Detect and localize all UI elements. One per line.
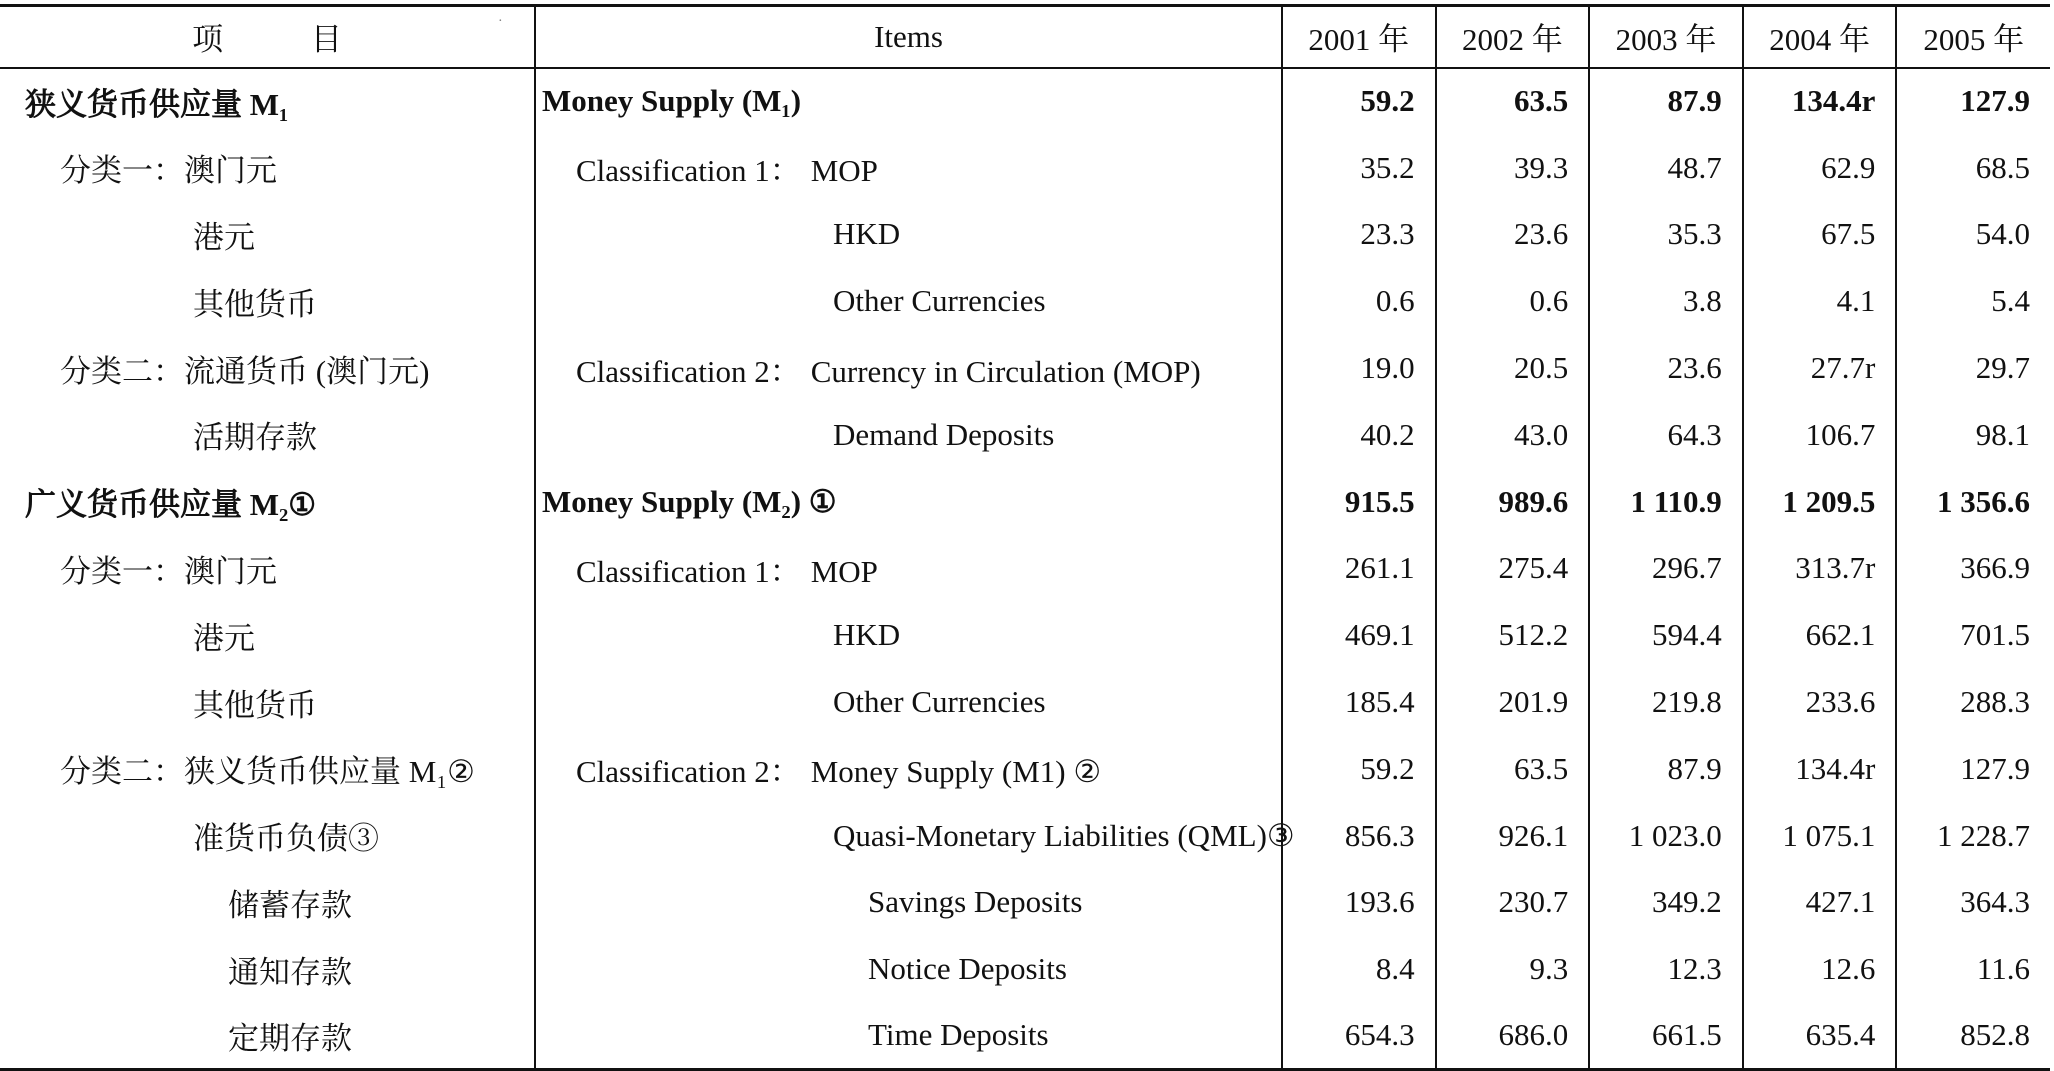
table-row bbox=[0, 602, 2050, 669]
value-cell: 0.6 bbox=[1436, 268, 1590, 335]
value-cell: 43.0 bbox=[1436, 401, 1590, 468]
row-label-cn: 狭义货币供应量 M₁ bbox=[25, 86, 289, 122]
row-label-cn: 准货币负债③ bbox=[193, 821, 379, 857]
table-row bbox=[0, 68, 2050, 135]
value-cell: 230.7 bbox=[1436, 869, 1590, 936]
header-item-en: Items bbox=[535, 6, 1282, 68]
row-label-cn: 港元 bbox=[193, 219, 255, 255]
value-cell: 54.0 bbox=[1896, 201, 2050, 268]
value-cell: 1 110.9 bbox=[1589, 468, 1743, 535]
value-cell: 23.3 bbox=[1282, 201, 1436, 268]
value-cell: 48.7 bbox=[1589, 134, 1743, 201]
row-label-cn: 分类一：澳门元 bbox=[60, 153, 277, 189]
value-cell: 661.5 bbox=[1589, 1003, 1743, 1070]
row-label-cn: 储蓄存款 bbox=[228, 887, 352, 923]
value-cell: 261.1 bbox=[1282, 535, 1436, 602]
row-label-en-text: Time Deposits bbox=[868, 1017, 1049, 1053]
value-cell: 134.4r bbox=[1743, 735, 1897, 802]
value-cell: 296.7 bbox=[1589, 535, 1743, 602]
table-row bbox=[0, 802, 2050, 869]
value-cell: 349.2 bbox=[1589, 869, 1743, 936]
row-label-en bbox=[535, 1003, 1282, 1070]
value-cell: 106.7 bbox=[1743, 401, 1897, 468]
row-label-en bbox=[535, 602, 1282, 669]
row-label-en-text: Money Supply (M1) ② bbox=[810, 754, 1102, 790]
row-label-cn: 分类二：流通货币 (澳门元) bbox=[60, 353, 430, 389]
header-year: 2005 年 bbox=[1896, 6, 2050, 68]
value-cell: 594.4 bbox=[1589, 602, 1743, 669]
value-cell: 62.9 bbox=[1743, 134, 1897, 201]
value-cell: 20.5 bbox=[1436, 335, 1590, 402]
value-cell: 39.3 bbox=[1436, 134, 1590, 201]
table-row bbox=[0, 468, 2050, 535]
row-label-en bbox=[535, 335, 1282, 402]
value-cell: 512.2 bbox=[1436, 602, 1590, 669]
value-cell: 87.9 bbox=[1589, 68, 1743, 135]
row-label-en bbox=[535, 535, 1282, 602]
value-cell: 63.5 bbox=[1436, 68, 1590, 135]
table-row bbox=[0, 669, 2050, 736]
value-cell: 635.4 bbox=[1743, 1003, 1897, 1070]
classification-prefix: Classification 1： bbox=[576, 153, 801, 189]
value-cell: 185.4 bbox=[1282, 669, 1436, 736]
value-cell: 87.9 bbox=[1589, 735, 1743, 802]
value-cell: 193.6 bbox=[1282, 869, 1436, 936]
row-label-cn: 港元 bbox=[193, 620, 255, 656]
value-cell: 67.5 bbox=[1743, 201, 1897, 268]
table-row bbox=[0, 134, 2050, 201]
value-cell: 40.2 bbox=[1282, 401, 1436, 468]
row-label-en-text: Quasi-Monetary Liabilities (QML)③ bbox=[833, 817, 1295, 853]
value-cell: 701.5 bbox=[1896, 602, 2050, 669]
money-supply-table bbox=[0, 4, 2050, 1071]
value-cell: 201.9 bbox=[1436, 669, 1590, 736]
value-cell: 1 075.1 bbox=[1743, 802, 1897, 869]
row-label-cn: 定期存款 bbox=[0, 1003, 535, 1070]
header-row bbox=[0, 6, 2050, 68]
value-cell: 35.2 bbox=[1282, 134, 1436, 201]
row-label-en-text: MOP bbox=[810, 153, 878, 189]
table-row bbox=[0, 535, 2050, 602]
row-label-en bbox=[535, 134, 1282, 201]
row-label-cn: 广义货币供应量 M₂① bbox=[25, 487, 317, 523]
value-cell: 4.1 bbox=[1743, 268, 1897, 335]
classification-prefix: Classification 1： bbox=[576, 553, 801, 589]
row-label-en bbox=[535, 468, 1282, 535]
table-row bbox=[0, 401, 2050, 468]
table-row bbox=[0, 268, 2050, 335]
value-cell: 1 209.5 bbox=[1743, 468, 1897, 535]
row-label-en-text: Savings Deposits bbox=[868, 884, 1083, 920]
value-cell: 926.1 bbox=[1436, 802, 1590, 869]
header-item-cn: 项 目 bbox=[0, 6, 535, 68]
value-cell: 0.6 bbox=[1282, 268, 1436, 335]
header-year: 2001 年 bbox=[1282, 6, 1436, 68]
value-cell: 662.1 bbox=[1743, 602, 1897, 669]
row-label-en bbox=[535, 669, 1282, 736]
value-cell: 98.1 bbox=[1896, 401, 2050, 468]
row-label-cn: 分类一：澳门元 bbox=[60, 553, 277, 589]
table-row bbox=[0, 1003, 2050, 1070]
header-year: 2004 年 bbox=[1743, 6, 1897, 68]
value-cell: 1 356.6 bbox=[1896, 468, 2050, 535]
value-cell: 313.7r bbox=[1743, 535, 1897, 602]
row-label-en-text: Currency in Circulation (MOP) bbox=[810, 353, 1201, 389]
value-cell: 8.4 bbox=[1282, 936, 1436, 1003]
value-cell: 366.9 bbox=[1896, 535, 2050, 602]
value-cell: 275.4 bbox=[1436, 535, 1590, 602]
row-label-en-text: MOP bbox=[810, 553, 878, 589]
value-cell: 1 228.7 bbox=[1896, 802, 2050, 869]
value-cell: 852.8 bbox=[1896, 1003, 2050, 1070]
table-row bbox=[0, 201, 2050, 268]
header-year: 2002 年 bbox=[1436, 6, 1590, 68]
value-cell: 19.0 bbox=[1282, 335, 1436, 402]
value-cell: 3.8 bbox=[1589, 268, 1743, 335]
value-cell: 654.3 bbox=[1282, 1003, 1436, 1070]
row-label-cn: 通知存款 bbox=[228, 954, 352, 990]
row-label-cn: 其他货币 bbox=[193, 687, 317, 723]
value-cell: 856.3 bbox=[1282, 802, 1436, 869]
value-cell: 27.7r bbox=[1743, 335, 1897, 402]
header-year: 2003 年 bbox=[1589, 6, 1743, 68]
value-cell: 288.3 bbox=[1896, 669, 2050, 736]
value-cell: 233.6 bbox=[1743, 669, 1897, 736]
value-cell: 12.3 bbox=[1589, 936, 1743, 1003]
value-cell: 989.6 bbox=[1436, 468, 1590, 535]
row-label-en-text: Money Supply (M₂) ① bbox=[542, 483, 837, 519]
row-label-en bbox=[535, 201, 1282, 268]
row-label-en bbox=[535, 735, 1282, 802]
table-row bbox=[0, 335, 2050, 402]
row-label-cn: 其他货币 bbox=[193, 286, 317, 322]
value-cell: 23.6 bbox=[1436, 201, 1590, 268]
value-cell: 11.6 bbox=[1896, 936, 2050, 1003]
row-label-en-text: Other Currencies bbox=[833, 283, 1046, 319]
value-cell: 915.5 bbox=[1282, 468, 1436, 535]
table-row bbox=[0, 735, 2050, 802]
value-cell: 23.6 bbox=[1589, 335, 1743, 402]
value-cell: 219.8 bbox=[1589, 669, 1743, 736]
value-cell: 59.2 bbox=[1282, 735, 1436, 802]
row-label-en bbox=[535, 68, 1282, 135]
row-label-en bbox=[535, 268, 1282, 335]
row-label-en-text: HKD bbox=[833, 617, 901, 653]
value-cell: 68.5 bbox=[1896, 134, 2050, 201]
value-cell: 9.3 bbox=[1436, 936, 1590, 1003]
value-cell: 35.3 bbox=[1589, 201, 1743, 268]
value-cell: 686.0 bbox=[1436, 1003, 1590, 1070]
value-cell: 63.5 bbox=[1436, 735, 1590, 802]
scan-mark: · bbox=[498, 14, 503, 29]
value-cell: 469.1 bbox=[1282, 602, 1436, 669]
row-label-en bbox=[535, 401, 1282, 468]
value-cell: 29.7 bbox=[1896, 335, 2050, 402]
value-cell: 64.3 bbox=[1589, 401, 1743, 468]
row-label-en-text: Money Supply (M₁) bbox=[542, 83, 802, 119]
value-cell: 59.2 bbox=[1282, 68, 1436, 135]
row-label-en bbox=[535, 936, 1282, 1003]
row-label-cn: 活期存款 bbox=[193, 420, 317, 456]
row-label-cn: 分类二：狭义货币供应量 M₁② bbox=[60, 754, 475, 790]
value-cell: 5.4 bbox=[1896, 268, 2050, 335]
table-row bbox=[0, 869, 2050, 936]
classification-prefix: Classification 2： bbox=[576, 353, 801, 389]
row-label-en bbox=[535, 869, 1282, 936]
value-cell: 127.9 bbox=[1896, 735, 2050, 802]
value-cell: 127.9 bbox=[1896, 68, 2050, 135]
value-cell: 1 023.0 bbox=[1589, 802, 1743, 869]
row-label-en-text: Other Currencies bbox=[833, 684, 1046, 720]
row-label-en-text: HKD bbox=[833, 216, 901, 252]
value-cell: 364.3 bbox=[1896, 869, 2050, 936]
row-label-en-text: Demand Deposits bbox=[833, 416, 1055, 452]
row-label-en bbox=[535, 802, 1295, 869]
value-cell: 12.6 bbox=[1743, 936, 1897, 1003]
table-row bbox=[0, 936, 2050, 1003]
row-label-en-text: Notice Deposits bbox=[868, 951, 1067, 987]
value-cell: 427.1 bbox=[1743, 869, 1897, 936]
classification-prefix: Classification 2： bbox=[576, 754, 801, 790]
value-cell: 134.4r bbox=[1743, 68, 1897, 135]
